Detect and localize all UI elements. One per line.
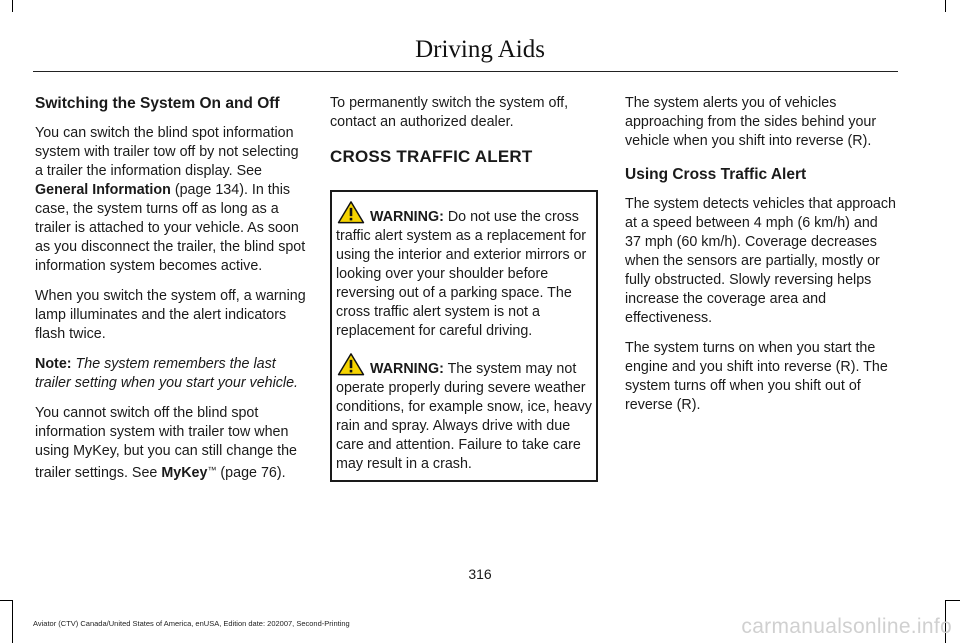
warning-item xyxy=(336,352,592,474)
crop-mark xyxy=(0,600,12,601)
page-header-title: Driving Aids xyxy=(415,36,545,63)
column-middle xyxy=(330,94,598,482)
crop-mark xyxy=(945,0,946,12)
footer-edition-info: Aviator (CTV) Canada/United States of America, enUSA, Edition date: 202007, Second-Printing xyxy=(33,619,350,628)
note-text: The system remembers the last trailer setting when you start your vehicle. xyxy=(35,356,299,391)
watermark: carmanualsonline.info xyxy=(741,615,952,638)
note-label: Note: xyxy=(35,356,72,372)
crop-mark xyxy=(12,600,13,643)
cross-reference-link-general-information[interactable]: General Information xyxy=(35,182,171,198)
warning-text: The system may not operate properly during severe weather conditions, for example snow, ice, heavy rain and spray. Always drive with due care and attention. Failure to take care may result in a crash. xyxy=(336,361,592,472)
paragraph: The system detects vehicles that approach at a speed between 4 mph (6 km/h) and 37 mph (60 km/h). Coverage decreases when the sensors are partially, mostly or fully obstructed. Slowly reversing helps increase the coverage area and effectiveness. xyxy=(625,196,896,326)
column-left xyxy=(35,94,307,494)
paragraph: To permanently switch the system off, contact an authorized dealer. xyxy=(330,95,569,130)
header-divider xyxy=(33,71,898,72)
paragraph xyxy=(35,124,307,276)
warning-triangle-icon xyxy=(336,352,366,376)
warning-item xyxy=(336,200,592,341)
warning-label: WARNING: xyxy=(370,209,444,225)
trademark-symbol: ™ xyxy=(207,465,217,475)
warning-text: Do not use the cross traffic alert system as a replacement for using the interior and exterior mirrors or looking over your shoulder before reversing out of a parking space. The cross traffic alert system is not a replacement for careful driving. xyxy=(336,209,587,339)
paragraph: The system turns on when you start the engine and you shift into reverse (R). The system turns off when you shift out of reverse (R). xyxy=(625,340,888,413)
section-heading-switching: Switching the System On and Off xyxy=(35,95,280,112)
paragraph-text: You can switch the blind spot information system with trailer tow off by not selecting a trailer the information display. See xyxy=(35,125,299,179)
warning-triangle-icon xyxy=(336,200,366,224)
paragraph: The system alerts you of vehicles approaching from the sides behind your vehicle when you shift into reverse (R). xyxy=(625,95,877,149)
crop-mark xyxy=(12,0,13,12)
paragraph-text: (page 134). In this case, the system turns off as long as a trailer is attached to your vehicle. As soon as you disconnect the trailer, the blind spot information system becomes active. xyxy=(35,182,306,274)
paragraph-text: (page 76). xyxy=(216,465,286,481)
section-heading-using-cross-traffic-alert: Using Cross Traffic Alert xyxy=(625,166,807,183)
column-right xyxy=(625,94,897,426)
section-title-cross-traffic-alert: CROSS TRAFFIC ALERT xyxy=(330,147,533,166)
paragraph: When you switch the system off, a warning lamp illuminates and the alert indicators flash twice. xyxy=(35,288,306,342)
crop-mark xyxy=(945,600,960,601)
warning-box xyxy=(330,190,598,482)
note xyxy=(35,355,307,393)
cross-reference-link-mykey[interactable]: MyKey xyxy=(161,465,208,481)
warning-label: WARNING: xyxy=(370,361,444,377)
page-number: 316 xyxy=(468,566,492,582)
paragraph xyxy=(35,404,307,483)
paragraph-text: You cannot switch off the blind spot information system with trailer tow when using MyKey, but you can still change the trailer settings. See xyxy=(35,405,297,481)
